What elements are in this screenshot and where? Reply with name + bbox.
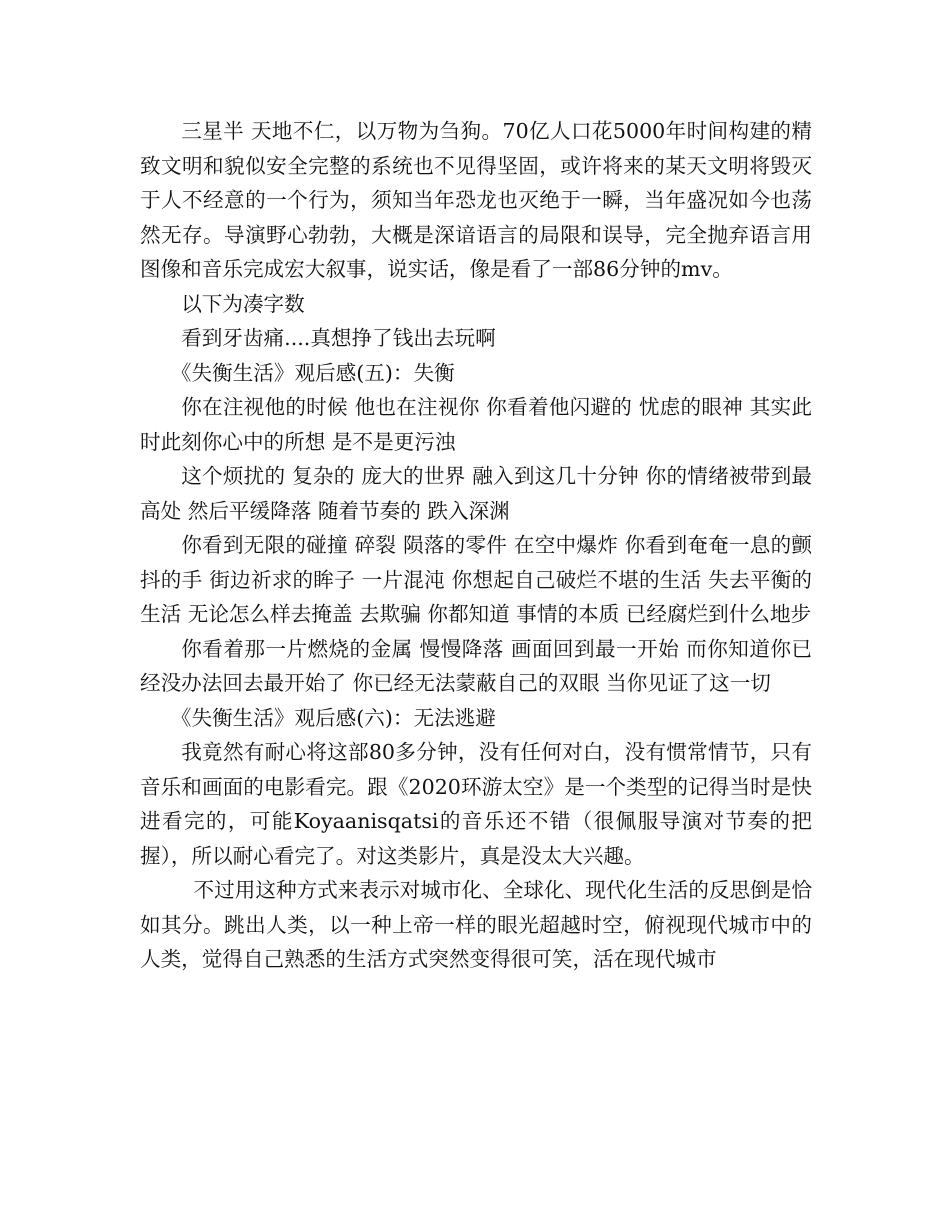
paragraph-patience: 我竟然有耐心将这部80多分钟，没有任何对白，没有惯常情节，只有音乐和画面的电影看完。跟《2020环游太空》是一个类型的记得当时是快进看完的，可能Koyaanisqatsi的音乐还不错（很佩服导演对节奏的把握），所以耐心看完了。对这类影片，真是没太大兴趣。 [140,740,812,868]
paragraph-filler-note: 以下为凑字数 [181,291,305,316]
document-body [140,114,812,977]
paragraph-gaze: 你在注视他的时候 他也在注视你 你看着他闪避的 忧虑的眼神 其实此时此刻你心中的所想 是不是更污浊 [140,395,812,454]
paragraph-burning-metal: 你看着那一片燃烧的金属 慢慢降落 画面回到最一开始 而你知道你已经没办法回去最开始了 你已经无法蒙蔽自己的双眼 当你见证了这一切 [140,636,812,695]
paragraph-world: 这个烦扰的 复杂的 庞大的世界 融入到这几十分钟 你的情绪被带到最高处 然后平缓降落 随着节奏的 跌入深渊 [140,464,812,523]
section-heading-six: 《失衡生活》观后感(六)：无法逃避 [170,705,496,730]
paragraph-collision: 你看到无限的碰撞 碎裂 陨落的零件 在空中爆炸 你看到奄奄一息的颤抖的手 街边祈求的眸子 一片混沌 你想起自己破烂不堪的生活 失去平衡的生活 无论怎么样去掩盖 去欺骗 你都知道 事情的本质 已经腐烂到什么地步 [140,533,812,626]
paragraph-toothache: 看到牙齿痛....真想挣了钱出去玩啊 [181,326,496,350]
paragraph-reflection: 不过用这种方式来表示对城市化、全球化、现代化生活的反思倒是恰如其分。跳出人类，以一种上帝一样的眼光超越时空，俯视现代城市中的人类，觉得自己熟悉的生活方式突然变得很可笑，活在现代城市 [140,878,812,971]
section-heading-five: 《失衡生活》观后感(五)：失衡 [170,360,455,385]
paragraph-review-summary: 三星半 天地不仁，以万物为刍狗。70亿人口花5000年时间构建的精致文明和貌似安全完整的系统也不见得坚固，或许将来的某天文明将毁灭于人不经意的一个行为，须知当年恐龙也灭绝于一瞬，当年盛况如今也荡然无存。导演野心勃勃，大概是深谙语言的局限和误导，完全抛弃语言用图像和音乐完成宏大叙事，说实话，像是看了一部86分钟的mv。 [140,119,812,281]
